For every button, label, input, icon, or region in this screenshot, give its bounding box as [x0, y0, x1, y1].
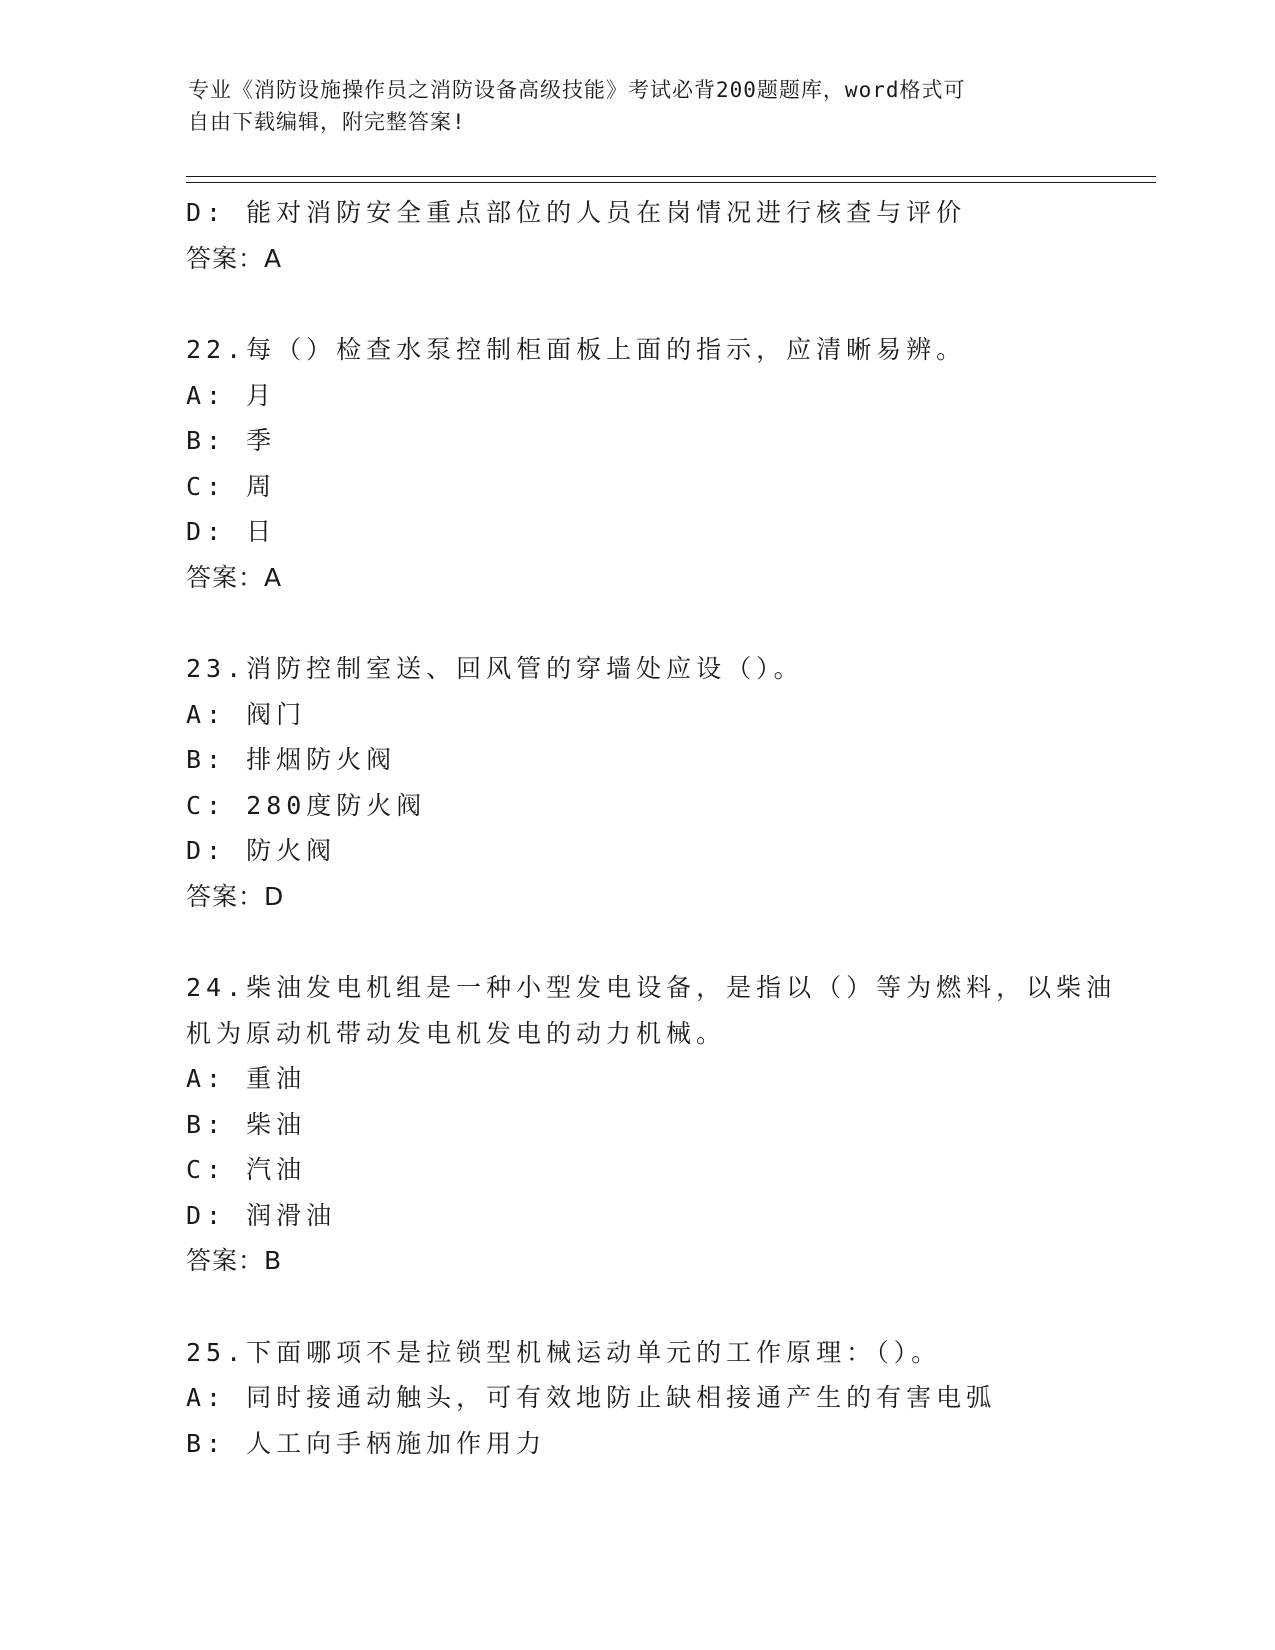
option-b: B: 人工向手柄施加作用力	[186, 1428, 547, 1458]
question-stem: 23.消防控制室送、回风管的穿墙处应设（）。	[186, 654, 804, 683]
question-stem: 22.每（）检查水泵控制柜面板上面的指示，应清晰易辨。	[186, 335, 967, 364]
question-23	[186, 646, 1086, 919]
option-b: B: 排烟防火阀	[186, 745, 397, 774]
question-stem-line-1: 24.柴油发电机组是一种小型发电设备，是指以（）等为燃料，以柴油	[186, 973, 1117, 1002]
document-body	[186, 190, 1117, 1466]
question-22	[186, 327, 1086, 600]
answer-line: 答案：A	[186, 243, 283, 273]
answer-line: 答案：A	[186, 562, 283, 592]
option-b: B: 季	[186, 426, 277, 455]
answer-line: 答案：D	[186, 881, 285, 911]
document-header	[188, 74, 1068, 138]
option-b: B: 柴油	[186, 1109, 307, 1139]
option-a: A: 重油	[186, 1064, 307, 1093]
header-rule-bottom	[186, 182, 1156, 183]
option-c: C: 280度防火阀	[186, 790, 427, 820]
option-a: A: 阀门	[186, 699, 307, 729]
header-line-1: 专业《消防设施操作员之消防设备高级技能》考试必背200题题库，word格式可	[188, 78, 966, 102]
option-d: D: 润滑油	[186, 1200, 337, 1230]
answer-line: 答案：B	[186, 1246, 283, 1275]
option-c: C: 周	[186, 471, 277, 501]
option-a: A: 月	[186, 380, 277, 410]
option-d: D: 日	[186, 517, 277, 546]
question-25	[186, 1330, 1086, 1467]
option-a: A: 同时接通动触头，可有效地防止缺相接通产生的有害电弧	[186, 1383, 997, 1412]
option-c: C: 汽油	[186, 1155, 307, 1184]
previous-question-tail	[186, 190, 1086, 281]
question-stem: 25.下面哪项不是拉锁型机械运动单元的工作原理：（）。	[186, 1337, 942, 1367]
header-rule-top	[186, 176, 1156, 177]
option-d: D: 防火阀	[186, 836, 337, 865]
header-line-2: 自由下载编辑，附完整答案!	[188, 110, 466, 134]
question-stem-line-2: 机为原动机带动发电机发电的动力机械。	[186, 1018, 727, 1048]
option-d: D: 能对消防安全重点部位的人员在岗情况进行核查与评价	[186, 198, 967, 227]
question-24	[186, 965, 1117, 1284]
